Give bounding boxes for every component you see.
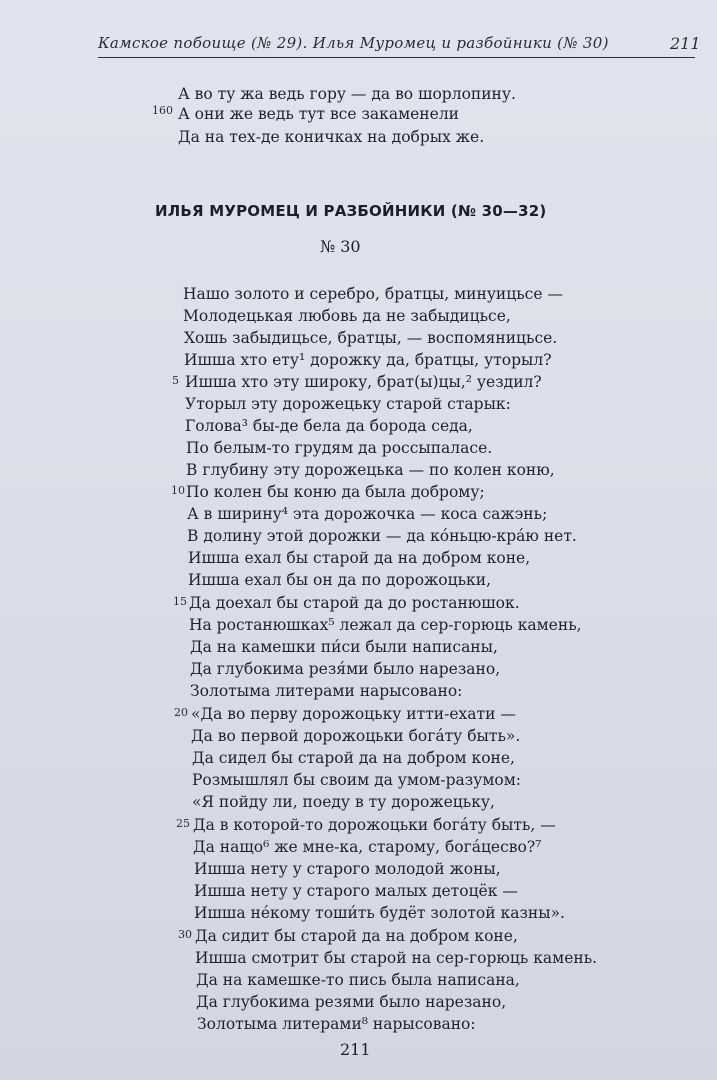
section-title: ИЛЬЯ МУРОМЕЦ И РАЗБОЙНИКИ (№ 30—32) bbox=[155, 202, 547, 220]
verse-line: Да на камешки пи́си были написаны, bbox=[190, 638, 498, 656]
verse-line: В долину этой дорожки — да ко́ньцю-кра́ю нет. bbox=[187, 527, 577, 545]
line-number: 5 bbox=[172, 374, 179, 387]
verse-line: Да глубокима резя́ми было нарезано, bbox=[190, 660, 501, 678]
verse-line: Ишша нету у старого молодой жоны, bbox=[194, 860, 501, 878]
verse-line: А во ту жа ведь гору — да во шорлопину. bbox=[178, 85, 516, 103]
verse-line: Ишша смотрит бы старой на сер-горюць камень. bbox=[195, 949, 598, 967]
verse-line: Хошь забыдицьсе, братцы, — воспомяницьсе. bbox=[184, 329, 558, 347]
verse-line: Да сидит бы старой да на добром коне, bbox=[195, 927, 518, 945]
verse-line: Нашо золото и серебро, братцы, минуицьсе — bbox=[183, 285, 563, 303]
verse-line: Да сидел бы старой да на добром коне, bbox=[192, 749, 515, 767]
verse-line: Ишша хто ету¹ дорожку да, братцы, уторыл? bbox=[184, 351, 552, 369]
line-number: 30 bbox=[178, 928, 192, 941]
verse-line: «Да во перву дорожоцьку итти-ехати — bbox=[191, 705, 516, 723]
verse-line: Молодецькая любовь да не забыдицьсе, bbox=[183, 307, 511, 325]
verse-line: Ишша ехал бы старой да на добром коне, bbox=[188, 549, 531, 567]
verse-line: «Я пойду ли, поеду в ту дорожецьку, bbox=[192, 793, 495, 811]
verse-line: Золотыма литерами⁸ нарысовано: bbox=[197, 1015, 476, 1033]
verse-line: Розмышлял бы своим да умом-разумом: bbox=[192, 771, 521, 789]
verse-line: Уторыл эту дорожецьку старой старык: bbox=[185, 395, 511, 413]
line-number: 25 bbox=[176, 817, 190, 830]
header-rule bbox=[98, 57, 695, 58]
verse-line: Голова³ бы-де бела да борода седа, bbox=[185, 417, 473, 435]
verse-line: Ишша ехал бы он да по дорожоцьки, bbox=[188, 571, 491, 589]
line-number: 15 bbox=[173, 595, 187, 608]
verse-line: Да на тех-де коничках на добрых же. bbox=[178, 128, 485, 146]
verse-line: Ишша нету у старого малых детоцёк — bbox=[194, 882, 518, 900]
poem-number: № 30 bbox=[320, 237, 361, 256]
line-number: 20 bbox=[174, 706, 188, 719]
verse-line: А они же ведь тут все закаменели bbox=[178, 105, 459, 123]
verse-line: Да глубокима резями было нарезано, bbox=[196, 993, 507, 1011]
verse-line: Золотыма литерами нарысовано: bbox=[190, 682, 463, 700]
verse-line: Да во первой дорожоцьки бога́ту быть». bbox=[191, 727, 521, 745]
verse-line: А в ширину⁴ эта дорожочка — коса сажэнь; bbox=[187, 505, 548, 523]
verse-line: Ишша не́кому тоши́ть будёт золотой казны». bbox=[194, 904, 565, 922]
verse-line: Да нащо⁶ же мне-ка, старому, бога́цесво?⁷ bbox=[193, 838, 542, 856]
verse-line: На ростанюшках⁵ лежал да сер-горюць камень, bbox=[189, 616, 582, 634]
page-number-bottom: 211 bbox=[340, 1040, 371, 1059]
line-number: 10 bbox=[171, 484, 185, 497]
verse-line: Да в которой-то дорожоцьки бога́ту быть, — bbox=[193, 816, 556, 834]
verse-line: В глубину эту дорожецька — по колен коню, bbox=[186, 461, 555, 479]
page-number-top: 211 bbox=[670, 34, 701, 53]
verse-line: Ишша хто эту широку, брат(ы)цы,² уездил? bbox=[185, 373, 542, 391]
running-head: Камское побоище (№ 29). Илья Муромец и разбойники (№ 30) bbox=[98, 34, 609, 52]
line-number: 160 bbox=[152, 104, 173, 117]
verse-line: Да на камешке-то пись была написана, bbox=[196, 971, 520, 989]
verse-line: По колен бы коню да была доброму; bbox=[186, 483, 485, 501]
verse-line: По белым-то грудям да россыпаласе. bbox=[186, 439, 493, 457]
verse-line: Да доехал бы старой да до ростанюшок. bbox=[189, 594, 520, 612]
